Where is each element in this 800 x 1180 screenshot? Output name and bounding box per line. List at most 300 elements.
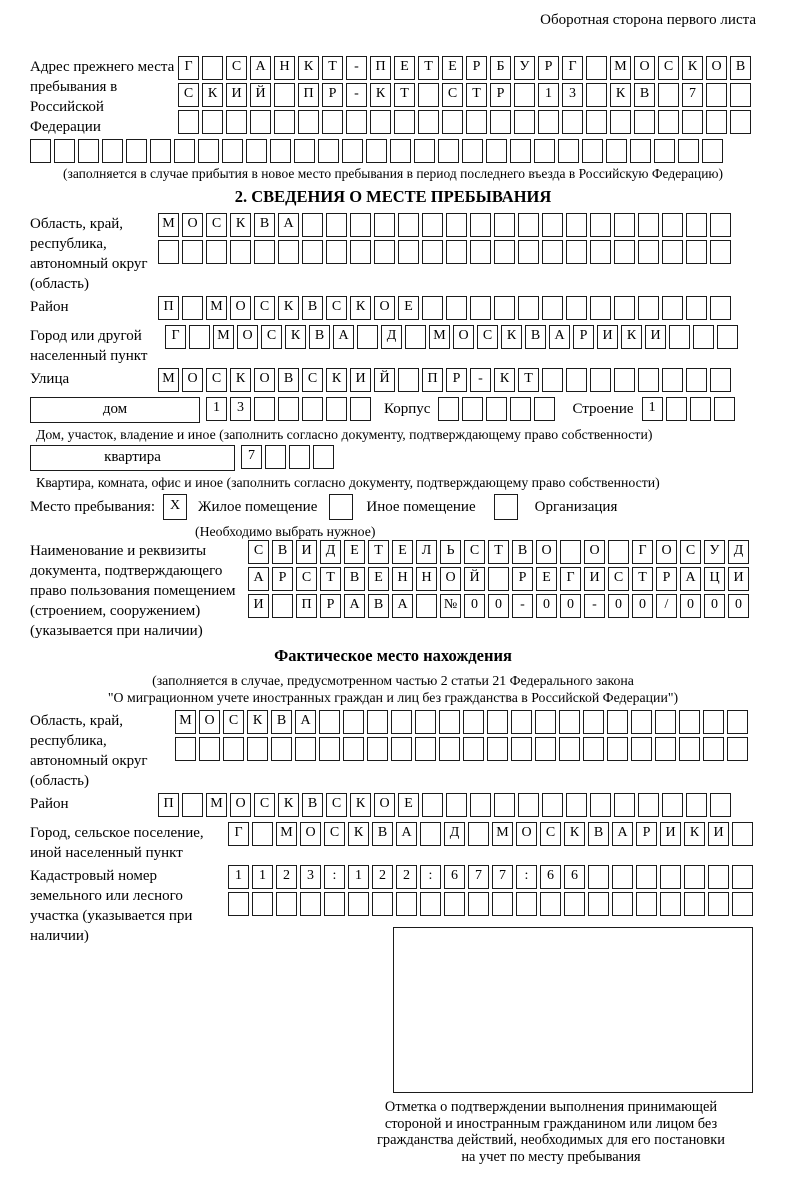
char-box: Р bbox=[466, 56, 487, 80]
char-box bbox=[518, 213, 539, 237]
char-box: М bbox=[429, 325, 450, 349]
char-box bbox=[630, 139, 651, 163]
apartment-row bbox=[30, 445, 756, 472]
char-box bbox=[350, 213, 371, 237]
char-box bbox=[612, 892, 633, 916]
char-box bbox=[486, 397, 507, 421]
char-box bbox=[463, 710, 484, 734]
char-box bbox=[710, 240, 731, 264]
char-box: О bbox=[453, 325, 474, 349]
char-box: Н bbox=[392, 567, 413, 591]
char-box bbox=[189, 325, 210, 349]
char-box: А bbox=[278, 213, 299, 237]
s2-city-boxes bbox=[165, 325, 741, 349]
char-box: В bbox=[271, 710, 292, 734]
char-box: К bbox=[298, 56, 319, 80]
char-box bbox=[394, 110, 415, 134]
char-box bbox=[727, 737, 748, 761]
char-box bbox=[660, 865, 681, 889]
char-box bbox=[660, 892, 681, 916]
char-box bbox=[636, 892, 657, 916]
s2-street-boxes bbox=[158, 368, 734, 392]
char-box: К bbox=[230, 213, 251, 237]
s2-city-label: Город или другой населенный пункт bbox=[30, 328, 148, 364]
char-box: С bbox=[464, 540, 485, 564]
char-box bbox=[462, 397, 483, 421]
char-box bbox=[708, 892, 729, 916]
char-box: 0 bbox=[680, 594, 701, 618]
char-box: Р bbox=[656, 567, 677, 591]
prev-address-label: Адрес прежнего места пребывания в Российской Федерации bbox=[30, 59, 175, 135]
section2-title: 2. СВЕДЕНИЯ О МЕСТЕ ПРЕБЫВАНИЯ bbox=[234, 187, 552, 206]
char-box: О bbox=[706, 56, 727, 80]
char-box: Д bbox=[444, 822, 465, 846]
char-box: С bbox=[206, 368, 227, 392]
apartment-caption: Квартира, комната, офис и иное (заполнить согласно документу, подтверждающему право собственности) bbox=[36, 475, 660, 490]
char-box bbox=[398, 368, 419, 392]
stay-option-other-label: Иное помещение bbox=[366, 498, 476, 515]
char-box: К bbox=[494, 368, 515, 392]
char-box bbox=[586, 83, 607, 107]
char-box: П bbox=[158, 296, 179, 320]
char-box bbox=[366, 139, 387, 163]
char-box: О bbox=[230, 296, 251, 320]
char-box: Р bbox=[490, 83, 511, 107]
char-box: С bbox=[324, 822, 345, 846]
char-box bbox=[560, 540, 581, 564]
actual-location-note-1: (заполняется в случае, предусмотренном частью 2 статьи 21 Федерального закона bbox=[152, 673, 634, 688]
char-box: Р bbox=[446, 368, 467, 392]
char-box bbox=[470, 240, 491, 264]
char-box bbox=[78, 139, 99, 163]
prev-address-block bbox=[30, 56, 756, 137]
char-box: О bbox=[374, 793, 395, 817]
char-box: О bbox=[182, 368, 203, 392]
char-box: 0 bbox=[560, 594, 581, 618]
stay-option-residential-checkbox[interactable]: X bbox=[163, 494, 187, 520]
char-box: С bbox=[326, 793, 347, 817]
char-box: Й bbox=[464, 567, 485, 591]
char-box bbox=[390, 139, 411, 163]
char-box: О bbox=[536, 540, 557, 564]
char-box: Р bbox=[538, 56, 559, 80]
char-box bbox=[199, 737, 220, 761]
char-box bbox=[398, 213, 419, 237]
char-box: В bbox=[730, 56, 751, 80]
stay-option-other-checkbox[interactable] bbox=[329, 494, 353, 520]
char-box bbox=[538, 110, 559, 134]
char-box bbox=[222, 139, 243, 163]
char-box: 0 bbox=[632, 594, 653, 618]
char-box: С bbox=[248, 540, 269, 564]
char-box bbox=[487, 710, 508, 734]
char-box: М bbox=[213, 325, 234, 349]
char-box bbox=[686, 296, 707, 320]
char-box bbox=[322, 110, 343, 134]
char-box: В bbox=[302, 296, 323, 320]
char-box: С bbox=[302, 368, 323, 392]
char-box: 0 bbox=[608, 594, 629, 618]
char-box: А bbox=[344, 594, 365, 618]
s2-street-label: Улица bbox=[30, 371, 70, 387]
char-box: А bbox=[392, 594, 413, 618]
prev-address-row-2 bbox=[178, 83, 756, 107]
char-box bbox=[228, 892, 249, 916]
char-box bbox=[518, 296, 539, 320]
char-box: Р bbox=[320, 594, 341, 618]
char-box bbox=[446, 240, 467, 264]
s2-street-row bbox=[30, 368, 756, 395]
stay-type-label: Место пребывания: bbox=[30, 498, 155, 515]
char-box bbox=[294, 139, 315, 163]
char-box: Е bbox=[442, 56, 463, 80]
char-box: 7 bbox=[492, 865, 513, 889]
char-box: 2 bbox=[396, 865, 417, 889]
char-box: 1 bbox=[228, 865, 249, 889]
char-box bbox=[542, 240, 563, 264]
s2-city-row bbox=[30, 325, 756, 366]
char-box bbox=[247, 737, 268, 761]
char-box: - bbox=[584, 594, 605, 618]
char-box bbox=[278, 240, 299, 264]
char-box: К bbox=[285, 325, 306, 349]
char-box: Т bbox=[322, 56, 343, 80]
char-box: 6 bbox=[444, 865, 465, 889]
al-cadastre-row bbox=[30, 865, 756, 944]
stay-option-residential-label: Жилое помещение bbox=[198, 498, 318, 515]
char-box bbox=[588, 892, 609, 916]
char-box: 0 bbox=[536, 594, 557, 618]
char-box bbox=[535, 737, 556, 761]
char-box: П bbox=[422, 368, 443, 392]
char-box bbox=[686, 368, 707, 392]
char-box bbox=[274, 83, 295, 107]
char-box bbox=[416, 594, 437, 618]
char-box bbox=[732, 892, 753, 916]
char-box: 1 bbox=[348, 865, 369, 889]
char-box: - bbox=[470, 368, 491, 392]
char-box bbox=[444, 892, 465, 916]
char-box bbox=[534, 139, 555, 163]
char-box: 6 bbox=[564, 865, 585, 889]
char-box bbox=[586, 56, 607, 80]
char-box: 2 bbox=[372, 865, 393, 889]
char-box bbox=[226, 110, 247, 134]
char-box: К bbox=[348, 822, 369, 846]
char-box: К bbox=[230, 368, 251, 392]
al-region-row bbox=[30, 710, 756, 791]
char-box: М bbox=[175, 710, 196, 734]
char-box: М bbox=[206, 296, 227, 320]
char-box: С bbox=[296, 567, 317, 591]
char-box bbox=[102, 139, 123, 163]
char-box: В bbox=[634, 83, 655, 107]
char-box bbox=[638, 368, 659, 392]
char-box: В bbox=[272, 540, 293, 564]
actual-location-note-2: "О миграционном учете иностранных граждан и лиц без гражданства в Российской Федерации") bbox=[107, 690, 679, 705]
char-box bbox=[638, 296, 659, 320]
char-box: И bbox=[728, 567, 749, 591]
char-box bbox=[518, 240, 539, 264]
confirmation-mark-caption: Отметка о подтверждении выполнения принимающей стороной и иностранным гражданином или лицом без гражданства действий, необходимых для его постановки на учет по месту пребывания bbox=[377, 1099, 725, 1165]
char-box bbox=[703, 737, 724, 761]
char-box bbox=[590, 296, 611, 320]
char-box bbox=[490, 110, 511, 134]
char-box: 0 bbox=[464, 594, 485, 618]
char-box bbox=[631, 710, 652, 734]
char-box: А bbox=[250, 56, 271, 80]
char-box bbox=[438, 397, 459, 421]
char-box bbox=[518, 793, 539, 817]
char-box bbox=[682, 110, 703, 134]
char-box: 6 bbox=[540, 865, 561, 889]
char-box bbox=[468, 822, 489, 846]
char-box: Д bbox=[728, 540, 749, 564]
char-box: Т bbox=[394, 83, 415, 107]
char-box: И bbox=[350, 368, 371, 392]
char-box bbox=[422, 213, 443, 237]
char-box: Т bbox=[368, 540, 389, 564]
char-box: К bbox=[610, 83, 631, 107]
stroenie-label: Строение bbox=[572, 401, 634, 417]
char-box bbox=[559, 737, 580, 761]
char-box: С bbox=[178, 83, 199, 107]
char-box: К bbox=[326, 368, 347, 392]
char-box bbox=[732, 822, 753, 846]
char-box bbox=[370, 110, 391, 134]
char-box bbox=[206, 240, 227, 264]
char-box bbox=[468, 892, 489, 916]
char-box bbox=[374, 213, 395, 237]
char-box: Г bbox=[562, 56, 583, 80]
char-box bbox=[566, 793, 587, 817]
char-box: А bbox=[680, 567, 701, 591]
char-box bbox=[566, 213, 587, 237]
char-box bbox=[372, 892, 393, 916]
char-box: Р bbox=[573, 325, 594, 349]
char-box bbox=[638, 793, 659, 817]
char-box bbox=[324, 892, 345, 916]
s2-district-boxes bbox=[158, 296, 734, 320]
char-box bbox=[54, 139, 75, 163]
char-box bbox=[510, 139, 531, 163]
char-box bbox=[346, 110, 367, 134]
al-city-row bbox=[30, 822, 756, 863]
char-box bbox=[342, 139, 363, 163]
char-box bbox=[679, 710, 700, 734]
char-box bbox=[223, 737, 244, 761]
char-box bbox=[702, 139, 723, 163]
char-box: С bbox=[254, 793, 275, 817]
char-box: П bbox=[296, 594, 317, 618]
char-box bbox=[398, 240, 419, 264]
char-box bbox=[669, 325, 690, 349]
char-box: А bbox=[549, 325, 570, 349]
char-box bbox=[396, 892, 417, 916]
al-cadastre-row-2 bbox=[228, 892, 756, 916]
char-box: Е bbox=[392, 540, 413, 564]
char-box bbox=[198, 139, 219, 163]
char-box: 1 bbox=[538, 83, 559, 107]
char-box bbox=[516, 892, 537, 916]
char-box bbox=[730, 83, 751, 107]
document-row-2 bbox=[248, 567, 756, 591]
char-box: О bbox=[374, 296, 395, 320]
char-box bbox=[542, 368, 563, 392]
al-cadastre-row-1 bbox=[228, 865, 756, 889]
char-box bbox=[30, 139, 51, 163]
stay-type-row bbox=[30, 493, 756, 521]
char-box bbox=[418, 110, 439, 134]
char-box: Т bbox=[632, 567, 653, 591]
char-box bbox=[415, 737, 436, 761]
char-box bbox=[582, 139, 603, 163]
char-box bbox=[250, 110, 271, 134]
char-box: О bbox=[440, 567, 461, 591]
char-box: 0 bbox=[728, 594, 749, 618]
char-box: Е bbox=[398, 296, 419, 320]
stay-type-note: (Необходимо выбрать нужное) bbox=[195, 524, 376, 539]
house-field-box: дом bbox=[30, 397, 200, 423]
char-box bbox=[348, 892, 369, 916]
char-box: Н bbox=[416, 567, 437, 591]
char-box bbox=[662, 368, 683, 392]
char-box bbox=[717, 325, 738, 349]
char-box bbox=[326, 213, 347, 237]
char-box bbox=[494, 296, 515, 320]
s2-region-row bbox=[30, 213, 756, 294]
char-box: К bbox=[684, 822, 705, 846]
char-box bbox=[276, 892, 297, 916]
char-box bbox=[272, 594, 293, 618]
apartment-field-box: квартира bbox=[30, 445, 235, 471]
s2-region-row-1 bbox=[158, 213, 756, 237]
page-corner-note: Оборотная сторона первого листа bbox=[540, 12, 756, 28]
char-box bbox=[439, 710, 460, 734]
char-box bbox=[710, 793, 731, 817]
char-box: А bbox=[295, 710, 316, 734]
char-box bbox=[326, 397, 347, 421]
char-box bbox=[439, 737, 460, 761]
char-box: А bbox=[248, 567, 269, 591]
char-box: 0 bbox=[488, 594, 509, 618]
char-box bbox=[684, 892, 705, 916]
char-box: О bbox=[254, 368, 275, 392]
al-city-boxes bbox=[228, 822, 756, 846]
char-box: У bbox=[514, 56, 535, 80]
char-box: П bbox=[370, 56, 391, 80]
char-box bbox=[295, 737, 316, 761]
s2-region-label: Область, край, республика, автономный округ (область) bbox=[30, 216, 148, 292]
char-box: О bbox=[230, 793, 251, 817]
char-box bbox=[422, 240, 443, 264]
char-box bbox=[343, 710, 364, 734]
char-box bbox=[732, 865, 753, 889]
char-box: О bbox=[634, 56, 655, 80]
char-box bbox=[514, 110, 535, 134]
char-box: С bbox=[206, 213, 227, 237]
char-box bbox=[590, 240, 611, 264]
prev-address-note: (заполняется в случае прибытия в новое место пребывания в период последнего въезда в Российскую Федерацию) bbox=[62, 166, 724, 181]
char-box bbox=[319, 737, 340, 761]
char-box bbox=[606, 139, 627, 163]
char-box bbox=[730, 110, 751, 134]
char-box bbox=[252, 822, 273, 846]
char-box bbox=[374, 240, 395, 264]
char-box bbox=[446, 793, 467, 817]
char-box: К bbox=[278, 793, 299, 817]
char-box bbox=[708, 865, 729, 889]
char-box bbox=[586, 110, 607, 134]
char-box bbox=[150, 139, 171, 163]
char-box bbox=[313, 445, 334, 469]
char-box bbox=[158, 240, 179, 264]
char-box bbox=[607, 710, 628, 734]
char-box bbox=[542, 793, 563, 817]
char-box bbox=[326, 240, 347, 264]
char-box bbox=[178, 110, 199, 134]
al-district-label: Район bbox=[30, 796, 69, 812]
char-box bbox=[612, 865, 633, 889]
char-box bbox=[662, 793, 683, 817]
al-district-boxes bbox=[158, 793, 734, 817]
prev-address-row-1 bbox=[178, 56, 756, 80]
char-box bbox=[422, 793, 443, 817]
char-box: И bbox=[708, 822, 729, 846]
char-box bbox=[658, 83, 679, 107]
char-box bbox=[614, 296, 635, 320]
char-box: 1 bbox=[642, 397, 663, 421]
char-box: К bbox=[564, 822, 585, 846]
char-box bbox=[420, 822, 441, 846]
char-box bbox=[302, 213, 323, 237]
char-box: М bbox=[276, 822, 297, 846]
char-box bbox=[562, 110, 583, 134]
char-box: У bbox=[704, 540, 725, 564]
char-box bbox=[564, 892, 585, 916]
char-box: Л bbox=[416, 540, 437, 564]
char-box: В bbox=[278, 368, 299, 392]
char-box bbox=[298, 110, 319, 134]
char-box bbox=[655, 710, 676, 734]
char-box bbox=[614, 793, 635, 817]
char-box: Е bbox=[368, 567, 389, 591]
char-box: Т bbox=[320, 567, 341, 591]
char-box bbox=[727, 710, 748, 734]
char-box bbox=[662, 213, 683, 237]
stay-option-organization-checkbox[interactable] bbox=[494, 494, 518, 520]
char-box bbox=[357, 325, 378, 349]
char-box: 7 bbox=[682, 83, 703, 107]
char-box bbox=[174, 139, 195, 163]
char-box: К bbox=[350, 296, 371, 320]
char-box: В bbox=[302, 793, 323, 817]
al-region-label: Область, край, республика, автономный округ (область) bbox=[30, 713, 148, 789]
char-box: А bbox=[396, 822, 417, 846]
char-box: : bbox=[324, 865, 345, 889]
prev-address-row-4 bbox=[30, 139, 756, 163]
char-box: И bbox=[645, 325, 666, 349]
char-box: В bbox=[309, 325, 330, 349]
char-box: С bbox=[326, 296, 347, 320]
char-box: - bbox=[512, 594, 533, 618]
char-box bbox=[511, 710, 532, 734]
char-box: : bbox=[516, 865, 537, 889]
char-box: К bbox=[202, 83, 223, 107]
char-box bbox=[710, 368, 731, 392]
char-box bbox=[590, 213, 611, 237]
char-box: К bbox=[370, 83, 391, 107]
